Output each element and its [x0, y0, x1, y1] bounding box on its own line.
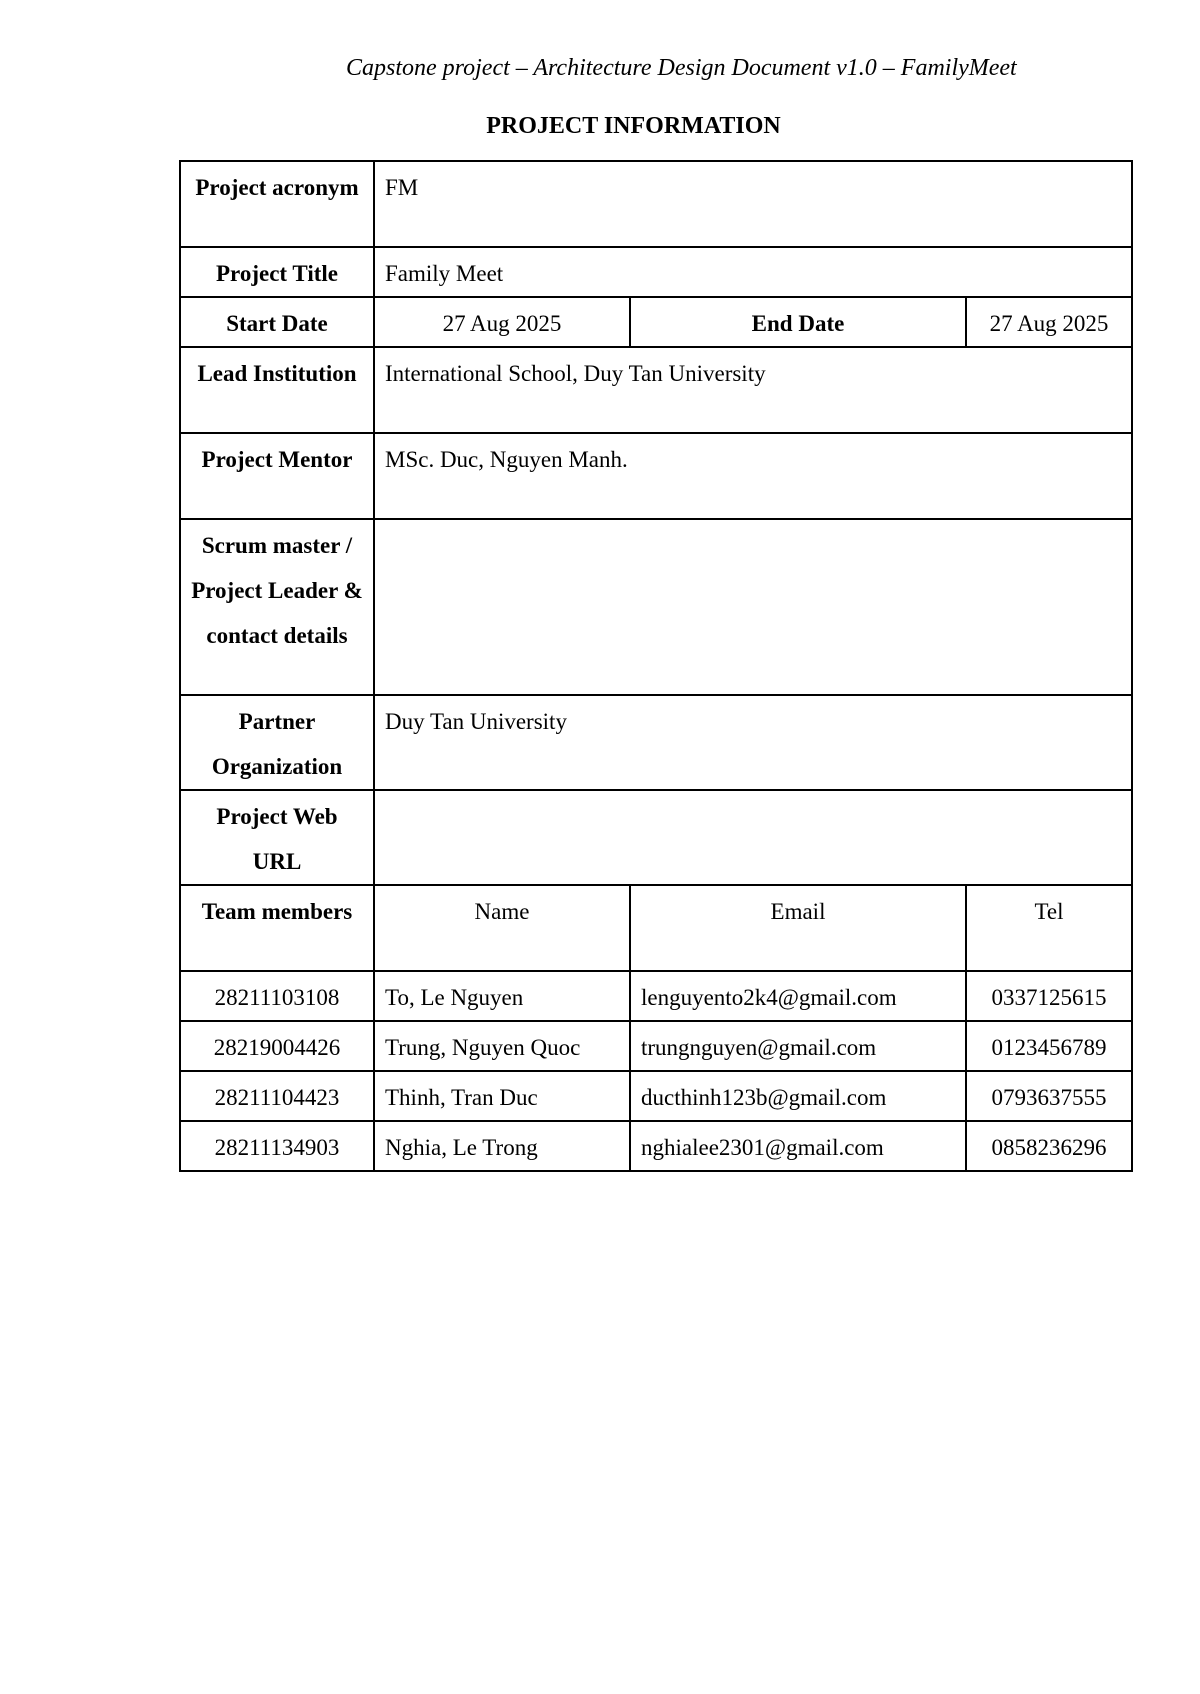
row-partner-organization: [180, 695, 1132, 790]
member-tel: 0123456789: [966, 1021, 1132, 1071]
member-email: trungnguyen@gmail.com: [630, 1021, 966, 1071]
lead-institution-value: International School, Duy Tan University: [374, 347, 1132, 433]
partner-organization-label: Partner Organization: [180, 695, 374, 790]
member-name: Trung, Nguyen Quoc: [374, 1021, 630, 1071]
member-tel: 0337125615: [966, 971, 1132, 1021]
member-name: Thinh, Tran Duc: [374, 1071, 630, 1121]
team-col-email: Email: [630, 885, 966, 971]
member-name: To, Le Nguyen: [374, 971, 630, 1021]
row-lead-institution: [180, 347, 1132, 433]
project-mentor-label: Project Mentor: [180, 433, 374, 519]
project-title-label: Project Title: [180, 247, 374, 297]
project-web-url-value: [374, 790, 1132, 885]
scrum-master-label: Scrum master / Project Leader & contact details: [180, 519, 374, 695]
member-id: 28219004426: [180, 1021, 374, 1071]
row-dates: [180, 297, 1132, 347]
team-col-tel: Tel: [966, 885, 1132, 971]
project-web-url-label: Project Web URL: [180, 790, 374, 885]
member-tel: 0793637555: [966, 1071, 1132, 1121]
start-date-value: 27 Aug 2025: [374, 297, 630, 347]
member-tel: 0858236296: [966, 1121, 1132, 1171]
table-row: [180, 971, 1132, 1021]
start-date-label: Start Date: [180, 297, 374, 347]
project-acronym-label: Project acronym: [180, 161, 374, 247]
member-email: lenguyento2k4@gmail.com: [630, 971, 966, 1021]
row-project-title: [180, 247, 1132, 297]
member-email: nghialee2301@gmail.com: [630, 1121, 966, 1171]
scrum-master-value: [374, 519, 1132, 695]
team-members-label: Team members: [180, 885, 374, 971]
project-mentor-value: MSc. Duc, Nguyen Manh.: [374, 433, 1132, 519]
row-project-web-url: [180, 790, 1132, 885]
project-acronym-value: FM: [374, 161, 1132, 247]
member-id: 28211104423: [180, 1071, 374, 1121]
page-title: PROJECT INFORMATION: [486, 113, 781, 139]
row-team-header: [180, 885, 1132, 971]
table-row: [180, 1121, 1132, 1171]
member-id: 28211103108: [180, 971, 374, 1021]
running-header: Capstone project – Architecture Design Document v1.0 – FamilyMeet: [346, 55, 1017, 81]
lead-institution-label: Lead Institution: [180, 347, 374, 433]
partner-organization-value: Duy Tan University: [374, 695, 1132, 790]
team-col-name: Name: [374, 885, 630, 971]
member-name: Nghia, Le Trong: [374, 1121, 630, 1171]
row-project-acronym: [180, 161, 1132, 247]
end-date-label: End Date: [630, 297, 966, 347]
member-id: 28211134903: [180, 1121, 374, 1171]
member-email: ducthinh123b@gmail.com: [630, 1071, 966, 1121]
row-scrum-master: [180, 519, 1132, 695]
row-project-mentor: [180, 433, 1132, 519]
project-information-table: [179, 160, 1133, 1172]
project-title-value: Family Meet: [374, 247, 1132, 297]
table-row: [180, 1071, 1132, 1121]
end-date-value: 27 Aug 2025: [966, 297, 1132, 347]
table-row: [180, 1021, 1132, 1071]
